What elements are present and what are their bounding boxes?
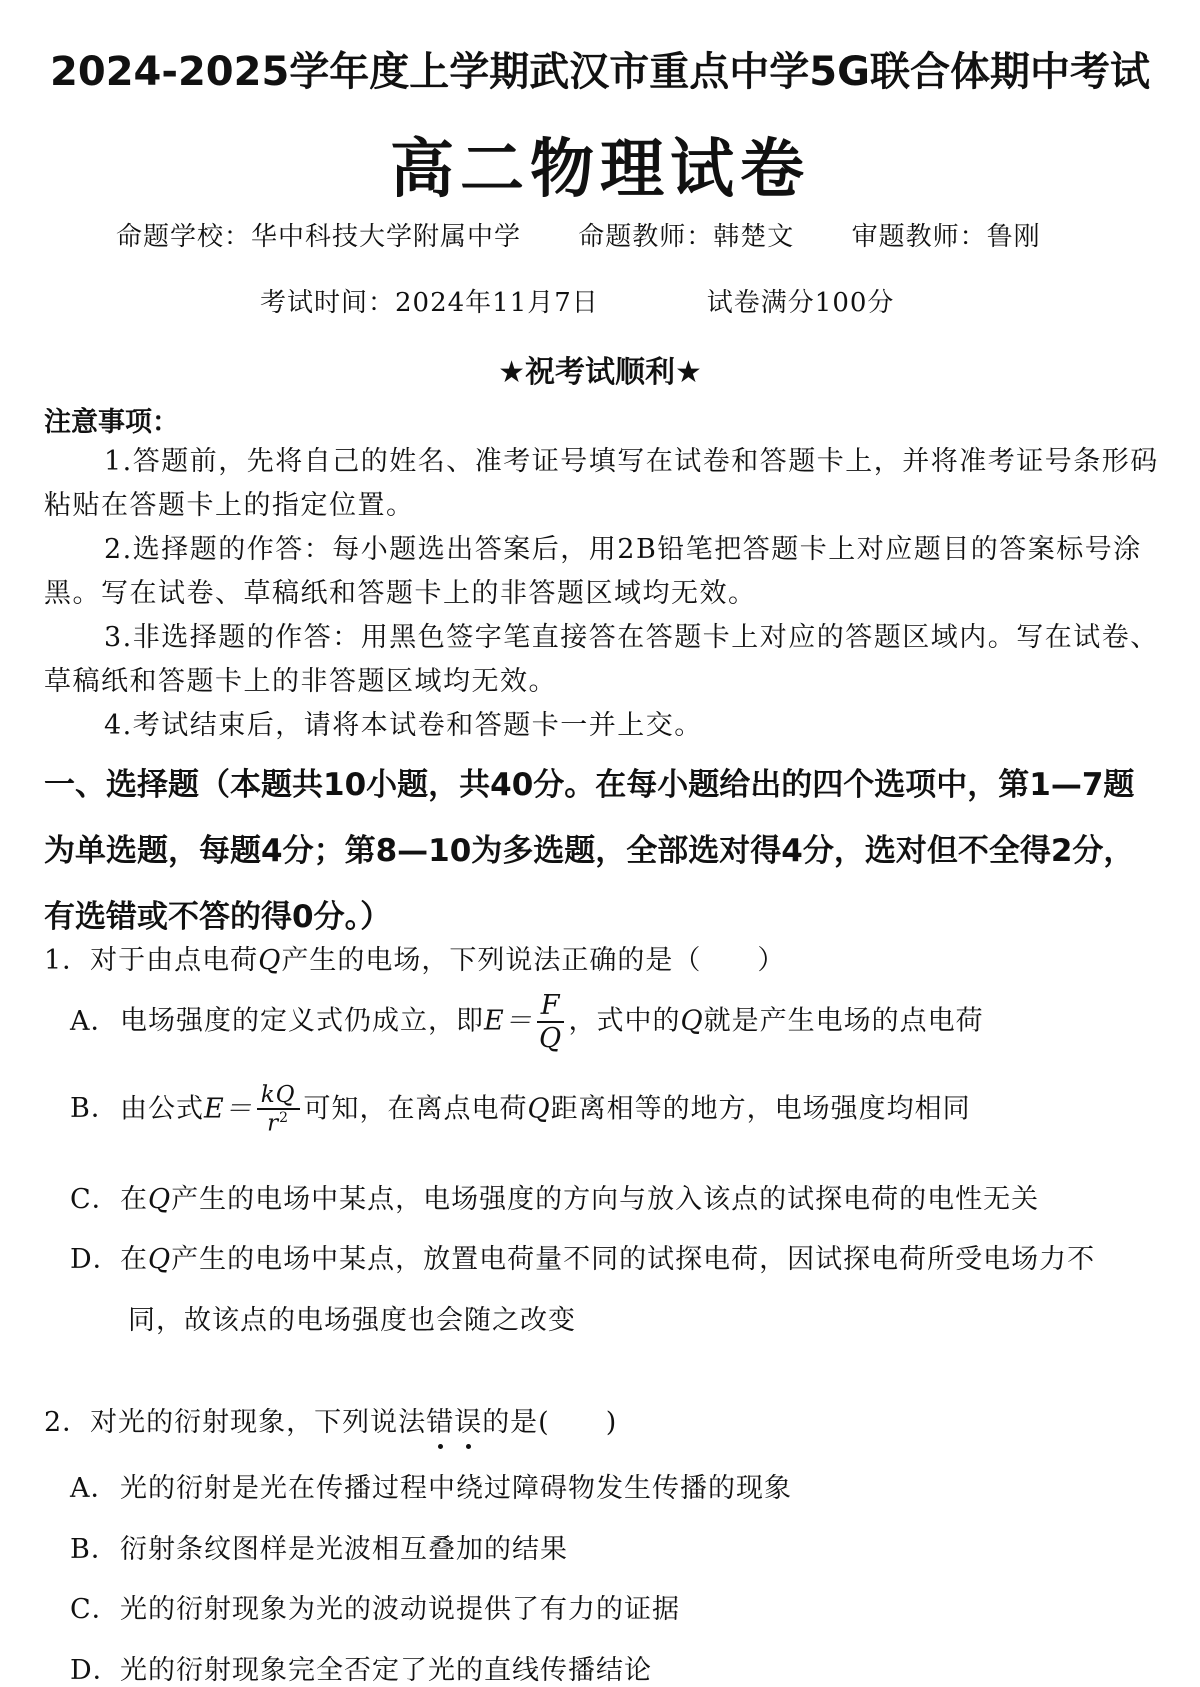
setter-school: 命题学校：华中科技大学附属中学 [116,222,522,252]
option-label: C． [70,1594,120,1625]
blessing: ★祝考试顺利★ [498,355,702,390]
option-label: A． [70,1473,119,1504]
question-1-option-b: B．由公式E＝ $\frac{kQ}{r^2}$ 可知，在离点电荷Q距离相等的地方，电场强度均相同 [70,1082,971,1138]
option-label: B． [70,1093,119,1125]
question-2-option-b: B．衍射条纹图样是光波相互叠加的结果 [70,1527,568,1566]
exam-time: 考试时间：2024年11月7日 [260,288,599,318]
question-1-stem: 1．对于由点电荷Q产生的电场，下列说法正确的是（ ） [44,945,786,976]
full-score: 试卷满分100分 [706,288,895,318]
section-heading: 一、选择题（本题共10小题，共40分。在每小题给出的四个选项中，第1—7题为单选题，每题4分；第8—10为多选题，全部选对得4分，选对但不全得2分，有选错或不答的得0分。） [44,767,1135,935]
notice-item: 1.答题前，先将自己的姓名、准考证号填写在试卷和答题卡上，并将准考证号条形码粘贴在答题卡上的指定位置。 [44,446,1159,521]
option-label: D． [70,1244,121,1275]
notice-item: 4.考试结束后，请将本试卷和答题卡一并上交。 [104,710,703,741]
question-2-option-c: C．光的衍射现象为光的波动说提供了有力的证据 [70,1587,680,1626]
formula-lhs: E＝ [204,1093,253,1125]
question-1-option-d: D．在Q产生的电场中某点，放置电荷量不同的试探电荷，因试探电荷所受电场力不 [70,1237,1095,1276]
setter-teacher: 命题教师：韩楚文 [578,222,795,252]
subject-title: 高二物理试卷 [390,133,810,207]
variable-q: Q [148,1184,172,1215]
question-1-option-d-continued: 同，故该点的电场强度也会随之改变 [128,1305,576,1336]
notice-heading: 注意事项： [44,407,179,438]
question-2-stem: 2．对光的衍射现象，下列说法错误的是( ) [44,1400,617,1439]
fraction-f-over-q: $\frac{F}{Q}$ [537,990,565,1054]
question-1-option-c: C．在Q产生的电场中某点，电场强度的方向与放入该点的试探电荷的电性无关 [70,1177,1039,1216]
emphasis-char: 误 [454,1400,482,1439]
option-label: C． [70,1184,120,1215]
fraction-kq-over-r2: $\frac{kQ}{r^2}$ [257,1082,300,1138]
option-label: A． [70,1005,119,1037]
variable-q: Q [527,1093,551,1125]
option-label: D． [70,1655,121,1686]
emphasis-char: 错 [426,1400,454,1439]
formula-lhs: E＝ [484,1005,533,1037]
option-label: B． [70,1534,119,1565]
variable-q: Q [148,1244,172,1275]
notice-item: 2.选择题的作答：每小题选出答案后，用2B铅笔把答题卡上对应题目的答案标号涂黑。写在试卷、草稿纸和答题卡上的非答题区域均无效。 [44,534,1142,609]
setter-info [116,216,1041,253]
variable-q: Q [258,945,282,976]
exam-info [260,282,894,319]
notice-item: 3.非选择题的作答：用黑色签字笔直接答在答题卡上对应的答题区域内。写在试卷、草稿纸和答题卡上的非答题区域均无效。 [44,622,1159,697]
exam-title: 2024-2025学年度上学期武汉市重点中学5G联合体期中考试 [50,49,1150,95]
question-1-option-a: A．电场强度的定义式仍成立，即E＝ $\frac{F}{Q}$ ，式中的Q就是产生电场的点电荷 [70,990,984,1055]
reviewer: 审题教师：鲁刚 [851,222,1041,252]
variable-q: Q [680,1005,704,1037]
question-2-option-a: A．光的衍射是光在传播过程中绕过障碍物发生传播的现象 [70,1466,792,1505]
question-2-option-d: D．光的衍射现象完全否定了光的直线传播结论 [70,1648,652,1687]
